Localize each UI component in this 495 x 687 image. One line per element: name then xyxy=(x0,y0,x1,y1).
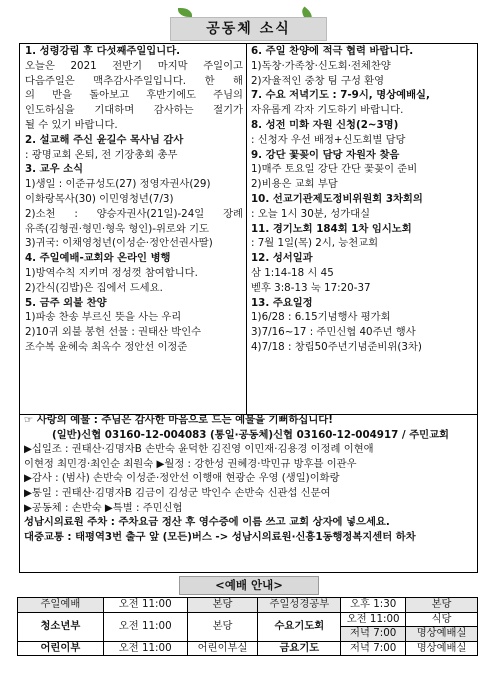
news-text: 1)독창·가족창·신도회·전체찬양 xyxy=(251,59,391,72)
service-time: 오전 11:00 xyxy=(103,612,187,641)
news-text: 4)7/18 : 창립50주년기념준비위(3차) xyxy=(251,340,422,353)
news-text: 인도하심을 기대하며 감사하는 절기가 xyxy=(25,104,243,117)
service-name: 수요기도회 xyxy=(258,612,341,641)
table-row xyxy=(18,612,478,627)
worship-title: <예배 안내> xyxy=(179,576,319,595)
page-title: 공동체 소식 xyxy=(170,17,327,41)
service-place: 어린이부실 xyxy=(187,641,258,656)
leaf-icon xyxy=(178,8,192,17)
news-text: : 광명교회 온퇴, 전 기장총회 총무 xyxy=(25,148,178,161)
news-text: 자유롭게 각자 기도하기 바랍니다. xyxy=(251,104,404,117)
info-text: 이현정 최민경·최인순 최원숙 ▶월정 : 강한성 권혜경·박민규 방후블 이관우 xyxy=(24,457,357,470)
service-time: 오전 11:00 xyxy=(103,598,187,613)
news-text: 1)방역수칙 지키며 정성껏 참여합니다. xyxy=(25,266,198,279)
table-row xyxy=(18,598,478,613)
service-place: 식당 xyxy=(406,612,478,627)
news-text: 1)파송 찬송 부르신 뜻을 사는 우리 xyxy=(25,311,182,324)
news-heading: 6. 주일 찬양에 적극 협력 바랍니다. xyxy=(251,45,414,57)
column-divider xyxy=(246,44,247,414)
service-time: 오후 1:30 xyxy=(341,598,406,613)
info-heading: ☞ 사랑의 예물 : 주님은 감사한 마음으로 드는 예물을 기뻐하십니다! xyxy=(24,414,333,426)
news-heading: 1. 성령강림 후 다섯째주일입니다. xyxy=(25,45,181,57)
news-text: 삼 1:14-18 시 45 xyxy=(251,266,334,279)
worship-table xyxy=(17,597,478,656)
info-heading: 성남시의료원 주차 : 주차요금 정산 후 영수증에 이름 쓰고 교회 상자에 넣으세요. xyxy=(24,516,390,529)
news-text: 될 수 있기 바랍니다. xyxy=(25,118,118,131)
news-text: 유족(김형권·형민·형욱 형인)-위로와 기도 xyxy=(25,222,209,235)
news-heading: 4. 주일예배-교회와 온라인 병행 xyxy=(25,252,171,265)
service-place: 본당 xyxy=(406,598,478,613)
news-text: 3)7/16~17 : 주민신협 40주년 행사 xyxy=(251,326,416,339)
news-text: 2)자율적인 중창 팀 구성 환영 xyxy=(251,74,385,87)
info-heading: (일반)신협 03160-12-004083 (통일·공동체)신협 03160-12-004917 / 주민교회 xyxy=(52,428,449,441)
news-text: : 7월 1일(목) 2시, 능천교회 xyxy=(251,237,379,250)
info-text: ▶공동체 : 손반숙 ▶특별 : 주민신협 xyxy=(24,501,183,514)
news-text: 벧후 3:8-13 눅 17:20-37 xyxy=(251,281,371,294)
news-heading: 5. 금주 외불 찬양 xyxy=(25,296,107,309)
info-text: ▶통일 : 권태산·김명자B 김금이 김성군 박인수 손반숙 신관섭 신문여 xyxy=(24,486,331,499)
news-text: 1)6/28 : 6.15기념행사 평가회 xyxy=(251,311,391,324)
info-heading: 대중교통 : 태평역3번 출구 앞 (모든)버스 -> 성남시의료원·신흥1동행정복지센터 하차 xyxy=(24,530,416,543)
service-time: 저녁 7:00 xyxy=(341,641,406,656)
news-text: : 신청자 우선 배정+신도회별 담당 xyxy=(251,133,406,146)
news-text: 오늘은 2021 전반기 마지막 주일이고 xyxy=(25,59,243,72)
news-text: 2)소천 : 양승자권사(21일)-24일 장례 xyxy=(25,207,243,220)
service-place: 명상예배실 xyxy=(406,641,478,656)
service-place: 명상예배실 xyxy=(406,627,478,642)
service-name: 어린이부 xyxy=(18,641,104,656)
info-text: ▶십일조 : 권태산·김명자B 손반숙 윤덕한 김진영 이민재·김용경 이정례 이현애 xyxy=(24,443,374,456)
news-heading: 7. 수요 저녁기도 : 7-9시, 명상예배실, xyxy=(251,89,430,102)
right-column xyxy=(251,44,473,355)
news-text: 1)생일 : 이준규성도(27) 정영자권사(29) xyxy=(25,178,211,191)
news-heading: 10. 선교기관제도정비위원회 3차회의 xyxy=(251,192,423,205)
service-name: 주일성경공부 xyxy=(258,598,341,613)
offering-info-box xyxy=(19,413,478,573)
news-text: 조수복 윤혜숙 최옥수 정안선 이정준 xyxy=(25,340,188,353)
news-heading: 3. 교우 소식 xyxy=(25,163,84,176)
news-text: 의 반을 돌아보고 후반기에도 주님의 xyxy=(25,89,243,102)
news-text: 이화랑목사(30) 이민영청년(7/3) xyxy=(25,192,174,205)
news-heading: 8. 성전 미화 자원 신청(2~3명) xyxy=(251,118,399,131)
service-time: 오전 11:00 xyxy=(341,612,406,627)
news-text: 2)비용은 교회 부담 xyxy=(251,178,338,191)
service-place: 본당 xyxy=(187,612,258,641)
table-row xyxy=(18,641,478,656)
news-box xyxy=(19,43,478,415)
news-text: 다음주일은 맥추감사주일입니다. 한 해 xyxy=(25,74,243,87)
news-text: 2)간식(김밥)은 집에서 드세요. xyxy=(25,281,163,294)
news-heading: 9. 강단 꽃꽂이 담당 자원자 찾음 xyxy=(251,148,400,161)
service-time: 오전 11:00 xyxy=(103,641,187,656)
news-heading: 2. 설교해 주신 윤길수 목사님 감사 xyxy=(25,133,184,146)
service-name: 주일예배 xyxy=(18,598,104,613)
news-text: : 오늘 1시 30분, 성가대실 xyxy=(251,207,371,220)
news-text: 1)매주 토요일 강단 간단 꽃꽂이 준비 xyxy=(251,163,418,176)
news-heading: 11. 경기노회 184회 1차 임시노회 xyxy=(251,222,412,235)
news-text: 2)10귀 외불 봉헌 선물 : 권태산 박인수 xyxy=(25,326,202,339)
service-name: 금요기도 xyxy=(258,641,341,656)
service-place: 본당 xyxy=(187,598,258,613)
header xyxy=(0,0,495,40)
news-text: 3)귀국: 이채영청년(이성순·정안선권사딸) xyxy=(25,237,213,250)
service-name: 청소년부 xyxy=(18,612,104,641)
news-heading: 13. 주요일정 xyxy=(251,296,313,309)
info-text: ▶감사 : (범사) 손반숙 이성준·정안선 이행애 현광순 우영 (생일)이화랑 xyxy=(24,472,340,485)
service-time: 저녁 7:00 xyxy=(341,627,406,642)
news-heading: 12. 성서일과 xyxy=(251,252,313,265)
left-column xyxy=(25,44,243,355)
